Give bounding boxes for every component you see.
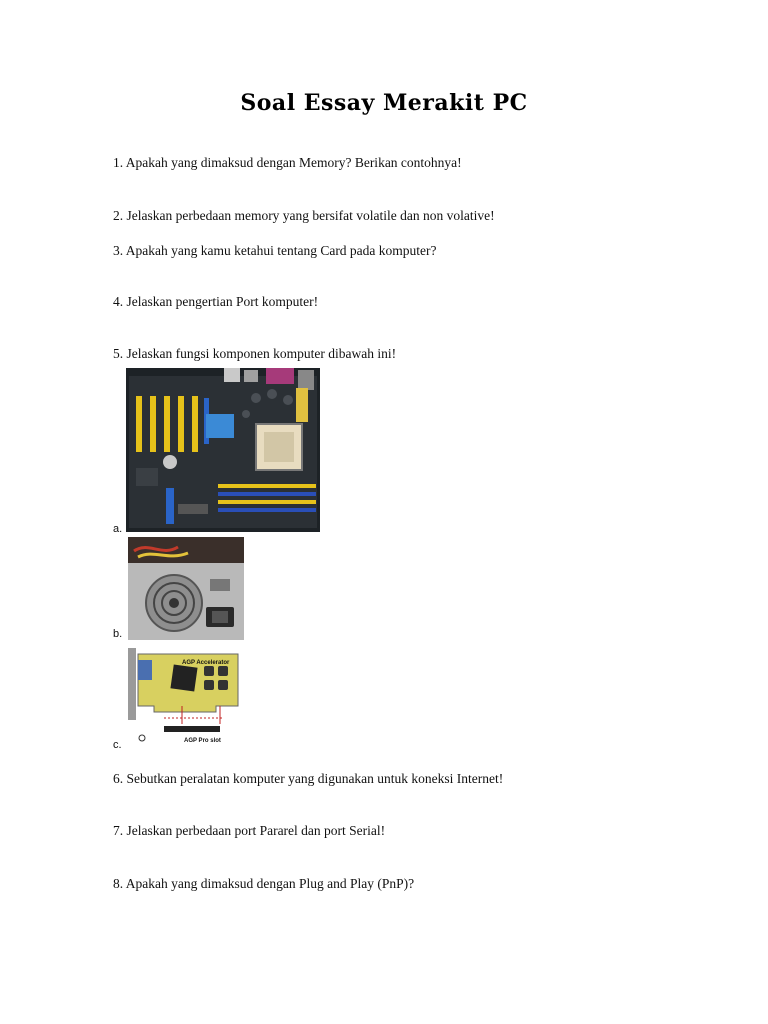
agp-accelerator-text: AGP Accelerator	[182, 660, 230, 666]
question-2: 2. Jelaskan perbedaan memory yang bersifat volatile dan non volative!	[113, 208, 495, 223]
agp-pro-slot-text: AGP Pro slot	[184, 738, 221, 744]
option-c-label: c.	[113, 739, 122, 751]
question-6: 6. Sebutkan peralatan komputer yang digunakan untuk koneksi Internet!	[113, 771, 504, 786]
power-supply-image	[128, 537, 244, 640]
question-4: 4. Jelaskan pengertian Port komputer!	[113, 294, 319, 309]
question-1: 1. Apakah yang dimaksud dengan Memory? Berikan contohnya!	[113, 155, 462, 170]
question-7: 7. Jelaskan perbedaan port Pararel dan port Serial!	[113, 823, 386, 838]
question-5: 5. Jelaskan fungsi komponen komputer dibawah ini!	[113, 346, 397, 361]
option-a-label: a.	[113, 523, 123, 535]
question-8: 8. Apakah yang dimaksud dengan Plug and Play (PnP)?	[113, 876, 415, 891]
agp-card-image	[124, 644, 242, 750]
question-3: 3. Apakah yang kamu ketahui tentang Card pada komputer?	[113, 243, 437, 258]
option-b-label: b.	[113, 628, 123, 640]
document-title: Soal Essay Merakit PC	[240, 90, 528, 116]
motherboard-image	[126, 368, 320, 532]
